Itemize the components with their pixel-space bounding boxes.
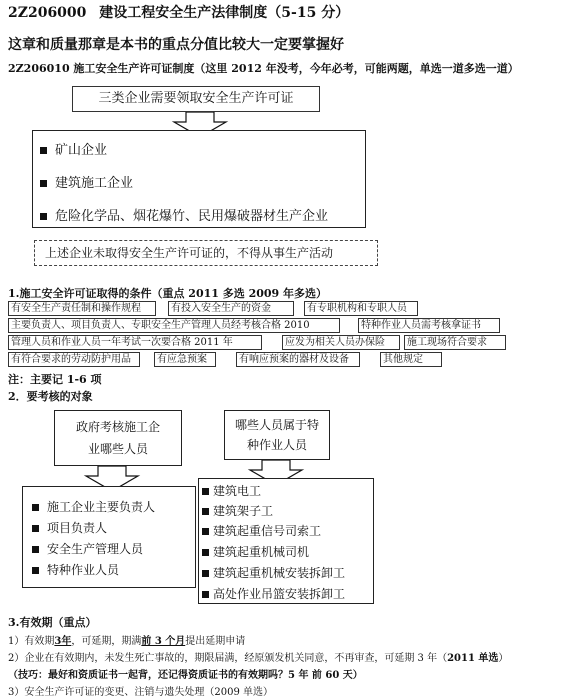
validity-line-3: 3）安全生产许可证的变更、注销与遗失处理（2009 单选） xyxy=(8,687,273,698)
validity-title: 3.有效期（重点） xyxy=(8,616,97,629)
gov-assessment-line: 政府考核施工企 xyxy=(75,420,160,434)
validity-line-1: 1）有效期3年，可延期，期满前 3 个月提出延期申请 xyxy=(8,636,246,647)
condition-tag: 有专职机构和专职人员 xyxy=(304,301,418,316)
condition-tag: 其他规定 xyxy=(380,352,442,367)
special-worker-item: 建筑起重机械安装拆卸工 xyxy=(202,564,345,581)
conditions-note: 注：主要记 1-6 项 xyxy=(8,373,102,386)
special-worker-item: 建筑架子工 xyxy=(202,502,273,519)
condition-tag: 管理人员和作业人员一年考试一次要合格 2011 年 xyxy=(8,335,262,350)
condition-tag: 有投入安全生产的资金 xyxy=(168,301,294,316)
special-worker-item: 建筑起重信号司索工 xyxy=(202,522,321,539)
section-title: 2Z206010 施工安全生产许可证制度（这里 2012 年没考，今年必考，可能两题，单选一道多选一道） xyxy=(8,62,519,75)
validity-tip: （技巧：最好和资质证书一起背，还记得资质证书的有效期吗？5 年 前 60 天） xyxy=(8,670,363,681)
assessed-person-item: 安全生产管理人员 xyxy=(32,540,143,557)
licence-required-box xyxy=(72,86,320,112)
special-worker-item: 建筑电工 xyxy=(202,482,261,499)
condition-tag: 有符合要求的劳动防护用品 xyxy=(8,352,140,367)
intro-text: 这章和质量那章是本书的重点分值比较大一定要掌握好 xyxy=(8,37,344,53)
bullet-icon xyxy=(202,570,209,577)
bullet-icon xyxy=(40,180,47,187)
conditions-title: 1.施工安全许可证取得的条件（重点 2011 多选 2009 年多选） xyxy=(8,287,328,300)
special-worker-item: 建筑起重机械司机 xyxy=(202,543,309,560)
gov-assessment-line: 业哪些人员 xyxy=(87,442,148,456)
assessed-person-item: 施工企业主要负责人 xyxy=(32,498,155,515)
enterprise-item-hazardous: 危险化学品、烟花爆竹、民用爆破器材生产企业 xyxy=(40,205,328,224)
bullet-icon xyxy=(202,488,209,495)
restriction-note-text: 上述企业未取得安全生产许可证的，不得从事生产活动 xyxy=(45,246,334,260)
header-title: 建设工程安全生产法律制度（5-15 分） xyxy=(99,5,350,21)
bullet-icon xyxy=(202,508,209,515)
special-worker-line: 哪些人员属于特 xyxy=(234,418,319,432)
restriction-note-box xyxy=(34,240,378,266)
bullet-icon xyxy=(32,504,39,511)
condition-tag: 主要负责人、项目负责人、专职安全生产管理人员经考核合格 2010 xyxy=(8,318,340,333)
assessment-title: 2．要考核的对象 xyxy=(8,390,93,403)
validity-line-2: 2）企业在有效期内，未发生死亡事故的，期限届满，经原颁发机关同意，不再审查，可延期 3 年（2011 单选） xyxy=(8,653,509,664)
bullet-icon xyxy=(202,528,209,535)
condition-tag: 有响应预案的器材及设备 xyxy=(236,352,360,367)
special-worker-item: 高处作业吊篮安装拆卸工 xyxy=(202,585,345,602)
condition-tag: 有安全生产责任制和操作规程 xyxy=(8,301,156,316)
enterprise-item-mining: 矿山企业 xyxy=(40,139,107,158)
condition-tag: 特种作业人员需考核拿证书 xyxy=(358,318,500,333)
condition-tag: 应发为相关人员办保险 xyxy=(282,335,400,350)
condition-tag: 施工现场符合要求 xyxy=(404,335,506,350)
bullet-icon xyxy=(40,147,47,154)
assessed-person-item: 特种作业人员 xyxy=(32,561,119,578)
doc-header xyxy=(8,2,349,22)
header-code: 2Z206000 xyxy=(8,5,87,21)
enterprise-item-construction: 建筑施工企业 xyxy=(40,172,133,191)
bullet-icon xyxy=(32,546,39,553)
condition-tag: 有应急预案 xyxy=(154,352,216,367)
special-worker-line: 种作业人员 xyxy=(246,438,307,452)
bullet-icon xyxy=(32,525,39,532)
bullet-icon xyxy=(40,213,47,220)
special-worker-box xyxy=(224,410,330,460)
bullet-icon xyxy=(202,549,209,556)
assessed-person-item: 项目负责人 xyxy=(32,519,107,536)
licence-required-text: 三类企业需要领取安全生产许可证 xyxy=(98,91,294,106)
gov-assessment-box xyxy=(54,410,182,466)
bullet-icon xyxy=(202,591,209,598)
bullet-icon xyxy=(32,567,39,574)
